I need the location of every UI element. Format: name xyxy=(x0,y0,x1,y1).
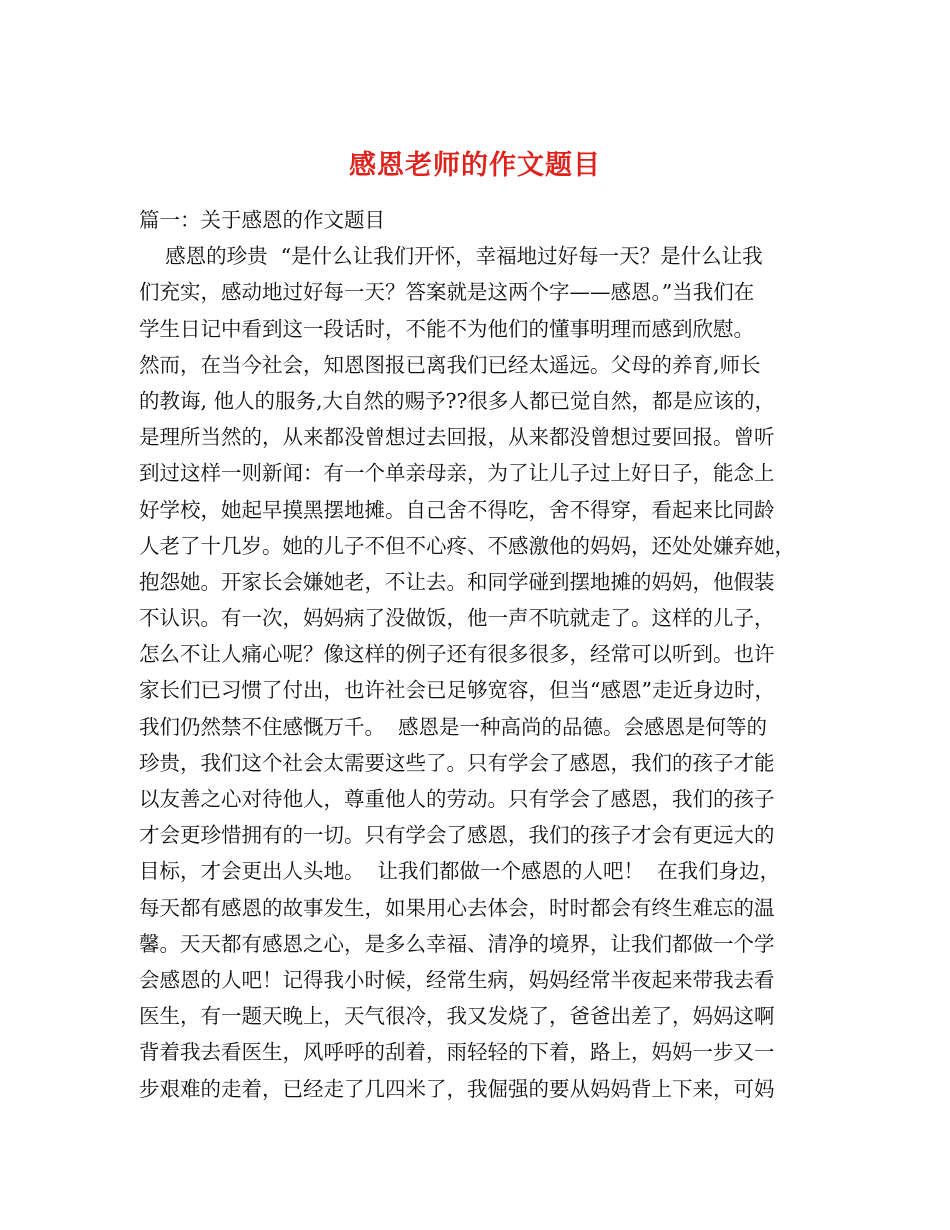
text-line: 学生日记中看到这一段话时，不能不为他们的懂事明理而感到欣慰。 xyxy=(139,316,754,341)
text-line: 馨。天天都有感恩之心，是多么幸福、清净的境界，让我们都做一个学 xyxy=(139,931,775,956)
document-title: 感恩老师的作文题目 xyxy=(349,150,601,182)
text-line: 珍贵，我们这个社会太需要这些了。只有学会了感恩，我们的孩子才能 xyxy=(139,750,775,775)
text-line: 到过这样一则新闻：有一个单亲母亲，为了让儿子过上好日子，能念上 xyxy=(139,461,775,486)
text-line: 们充实，感动地过好每一天？答案就是这两个字——感恩。”当我们在 xyxy=(139,280,755,305)
text-line: 然而，在当今社会，知恩图报已离我们已经太遥远。父母的养育,师长 xyxy=(139,352,761,377)
text-line: 人老了十几岁。她的儿子不但不心疼、不感激他的妈妈，还处处嫌弃她， xyxy=(139,533,795,558)
text-line: 家长们已习惯了付出，也许社会已足够宽容，但当“感恩”走近身边时， xyxy=(139,678,775,703)
text-line: 怎么不让人痛心呢？像这样的例子还有很多很多，经常可以听到。也许 xyxy=(139,642,775,667)
text-line: 不认识。有一次，妈妈病了没做饭，他一声不吭就走了。这样的儿子， xyxy=(139,606,775,631)
text-line: 以友善之心对待他人，尊重他人的劳动。只有学会了感恩，我们的孩子 xyxy=(139,787,775,811)
text-line: 医生，有一题天晚上，天气很冷，我又发烧了，爸爸出差了，妈妈这啊 xyxy=(139,1004,775,1029)
text-line: 篇一：关于感恩的作文题目 xyxy=(139,208,385,232)
text-line: 目标，才会更出人头地。 让我们都做一个感恩的人吧！ 在我们身边， xyxy=(139,859,781,884)
text-line: 抱怨她。开家长会嫌她老，不让去。和同学碰到摆地摊的妈妈，他假装 xyxy=(139,569,775,594)
text-line: 背着我去看医生，风呼呼的刮着，雨轻轻的下着，路上，妈妈一步又一 xyxy=(139,1040,775,1065)
text-line: 每天都有感恩的故事发生，如果用心去体会，时时都会有终生难忘的温 xyxy=(139,895,775,920)
text-line: 我们仍然禁不住感慨万千。 感恩是一种高尚的品德。会感恩是何等的 xyxy=(139,714,768,739)
text-line: 感恩的珍贵 “是什么让我们开怀，幸福地过好每一天？是什么让我 xyxy=(139,244,763,269)
text-line: 是理所当然的，从来都没曾想过去回报，从来都没曾想过要回报。曾听 xyxy=(139,425,775,450)
text-line: 好学校，她起早摸黑摆地摊。自己舍不得吃，舍不得穿，看起来比同龄 xyxy=(139,497,775,522)
text-line: 会感恩的人吧！记得我小时候，经常生病，妈妈经常半夜起来带我去看 xyxy=(139,967,775,992)
document-body xyxy=(139,202,819,1107)
text-line: 步艰难的走着，已经走了几四米了，我倔强的要从妈妈背上下来，可妈 xyxy=(139,1076,775,1101)
text-line: 的教诲, 他人的服务,大自然的赐予??很多人都已觉自然，都是应该的， xyxy=(139,388,776,413)
text-line: 才会更珍惜拥有的一切。只有学会了感恩，我们的孩子才会有更远大的 xyxy=(139,823,775,848)
